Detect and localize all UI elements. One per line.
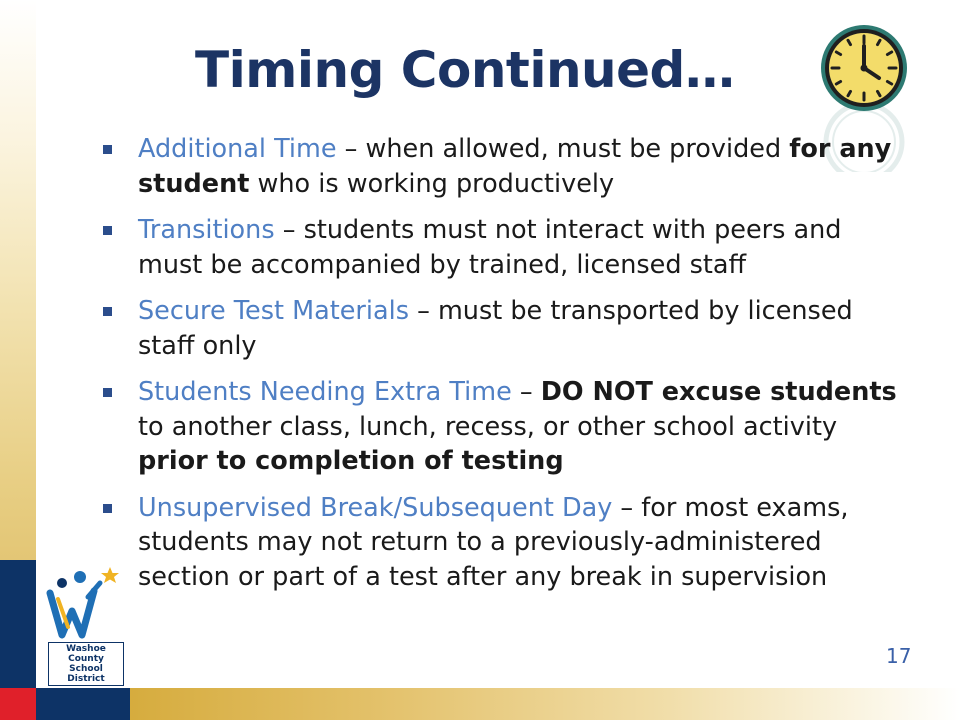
bullet-marker: [103, 226, 112, 235]
bullet-secure-test-materials: [100, 294, 910, 363]
district-logo-text: [48, 642, 124, 686]
gold-bottom-bar: [130, 688, 960, 720]
page-number: 17: [886, 644, 912, 668]
bullet-bold-text: prior to completion of testing: [138, 446, 564, 476]
bullet-bold-text: DO NOT excuse students: [540, 377, 897, 407]
bullet-transitions: [100, 213, 910, 282]
bullet-text: to another class, lunch, recess, or other school activity: [138, 411, 838, 442]
bullet-dash: –: [612, 492, 642, 523]
bullet-marker: [103, 145, 112, 154]
bullet-term: Additional Time: [138, 134, 337, 164]
bullet-additional-time: [100, 132, 910, 201]
bullet-term: Unsupervised Break/Subsequent Day: [138, 492, 613, 523]
bullet-dash: –: [274, 215, 304, 245]
bullet-dash: –: [408, 296, 438, 326]
left-gradient-strip: [0, 0, 36, 560]
navy-side-bar: [0, 560, 36, 688]
bullet-students-needing-extra-time: [100, 375, 910, 479]
bullet-term: Students Needing Extra Time: [138, 377, 512, 407]
logo-line-1: Washoe County: [66, 644, 106, 664]
bullet-list: [100, 132, 910, 606]
bullet-marker: [103, 388, 112, 397]
bullet-marker: [103, 307, 112, 316]
bullet-unsupervised-break: [100, 491, 910, 595]
bullet-text: when allowed, must be provided: [365, 134, 790, 164]
bullet-term: Transitions: [138, 215, 275, 245]
bullet-text: who is working productively: [249, 168, 615, 199]
bullet-text: for most exams, students may not return to a previously-administered section or part of a test after any break in supervision: [138, 492, 849, 592]
bullet-marker: [103, 504, 112, 513]
navy-bottom-bar: [36, 688, 130, 720]
slide-title: Timing Continued…: [195, 41, 735, 99]
bullet-text: must be transported by licensed staff only: [138, 296, 853, 361]
logo-line-2: School District: [67, 664, 105, 684]
red-corner-bar: [0, 688, 36, 720]
bullet-term: Secure Test Materials: [138, 296, 409, 326]
bullet-text: students must not interact with peers and must be accompanied by trained, licensed staff: [138, 215, 842, 280]
bullet-dash: –: [511, 377, 541, 407]
bullet-bold-text: for any student: [138, 134, 892, 199]
bullet-dash: –: [336, 134, 366, 164]
